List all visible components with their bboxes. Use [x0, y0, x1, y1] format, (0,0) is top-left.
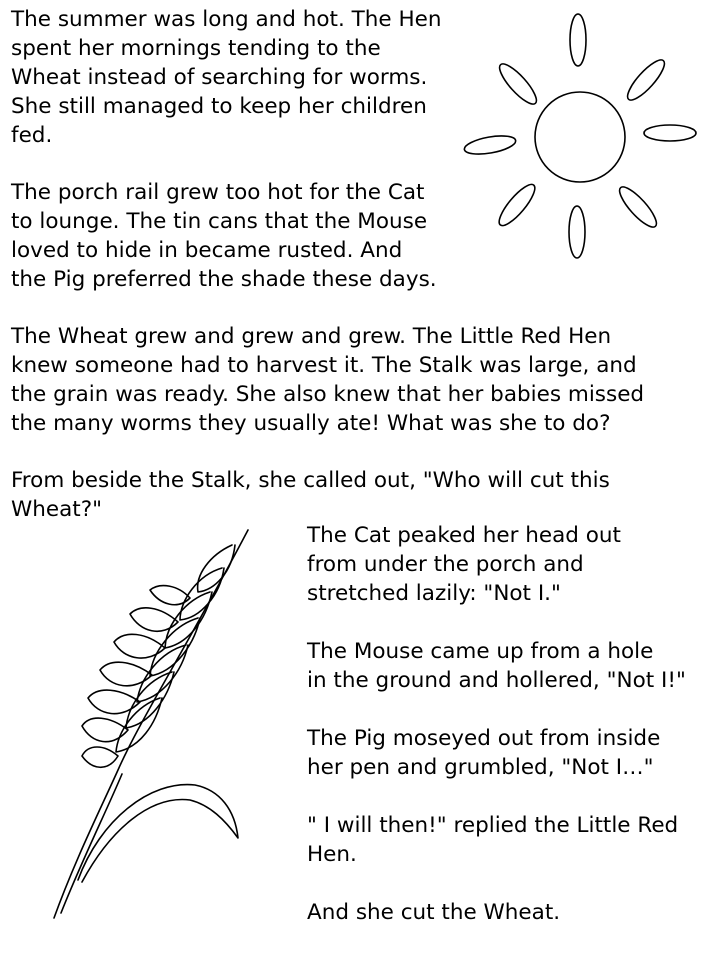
story-paragraph-6 — [307, 637, 686, 695]
text-line: spent her mornings tending to the — [11, 36, 381, 61]
sun-ray — [644, 125, 696, 141]
text-line: her pen and grumbled, "Not I…" — [307, 755, 654, 780]
sun-illustration — [450, 8, 710, 273]
wheat-leaf — [78, 785, 238, 882]
text-line: " I will then!" replied the Little Red — [307, 813, 679, 838]
text-line: The Mouse came up from a hole — [307, 639, 654, 664]
text-line: She still managed to keep her children — [11, 94, 427, 119]
text-line: fed. — [11, 123, 53, 148]
sun-ray — [623, 55, 670, 104]
wheat-kernel — [150, 618, 200, 676]
text-line: to lounge. The tin cans that the Mouse — [11, 209, 428, 234]
text-line: And she cut the Wheat. — [307, 900, 561, 925]
wheat-kernel — [198, 545, 235, 592]
wheat-kernel — [88, 690, 140, 714]
story-paragraph-7 — [307, 724, 660, 782]
text-line: stretched lazily: "Not I." — [307, 581, 561, 606]
wheat-kernel — [130, 608, 178, 631]
wheat-kernel — [126, 672, 174, 728]
wheat-kernel — [116, 698, 162, 752]
wheat-kernel — [114, 634, 165, 658]
wheat-stem — [61, 774, 122, 913]
sun-ray — [494, 180, 540, 230]
wheat-kernel — [100, 662, 152, 686]
text-line: From beside the Stalk, she called out, "Who will cut this — [11, 468, 610, 493]
sun-ray — [495, 59, 542, 108]
text-line: Wheat?" — [11, 497, 103, 522]
text-line: loved to hide in became rusted. And — [11, 238, 403, 263]
sun-ray — [570, 14, 586, 66]
text-line: The Cat peaked her head out — [307, 523, 621, 548]
text-line: the grain was ready. She also knew that her babies missed — [11, 382, 645, 407]
story-paragraph-5 — [307, 521, 621, 608]
story-paragraph-3 — [11, 322, 644, 438]
wheat-kernel — [82, 718, 128, 742]
story-paragraph-4 — [11, 466, 610, 524]
story-paragraph-8 — [307, 811, 678, 869]
text-line: The Wheat grew and grew and grew. The Little Red Hen — [11, 324, 612, 349]
text-line: The Pig moseyed out from inside — [307, 726, 661, 751]
wheat-illustration — [40, 525, 260, 925]
wheat-kernel — [82, 747, 118, 767]
wheat-kernel — [150, 586, 190, 605]
story-paragraph-2 — [11, 178, 437, 294]
text-line: The porch rail grew too hot for the Cat — [11, 180, 425, 205]
text-line: in the ground and hollered, "Not I!" — [307, 668, 686, 693]
text-line: the Pig preferred the shade these days. — [11, 267, 437, 292]
sun-ray — [615, 182, 662, 231]
text-line: Wheat instead of searching for worms. — [11, 65, 428, 90]
sun-ray — [569, 206, 585, 258]
text-line: knew someone had to harvest it. The Stalk was large, and — [11, 353, 637, 378]
text-line: The summer was long and hot. The Hen — [11, 7, 442, 32]
text-line: from under the porch and — [307, 552, 584, 577]
text-line: the many worms they usually ate! What was she to do? — [11, 411, 611, 436]
story-paragraph-9 — [307, 898, 560, 927]
story-paragraph-1 — [11, 5, 441, 150]
sun-ray — [463, 133, 517, 158]
text-line: Hen. — [307, 842, 357, 867]
sun-center — [535, 92, 625, 182]
